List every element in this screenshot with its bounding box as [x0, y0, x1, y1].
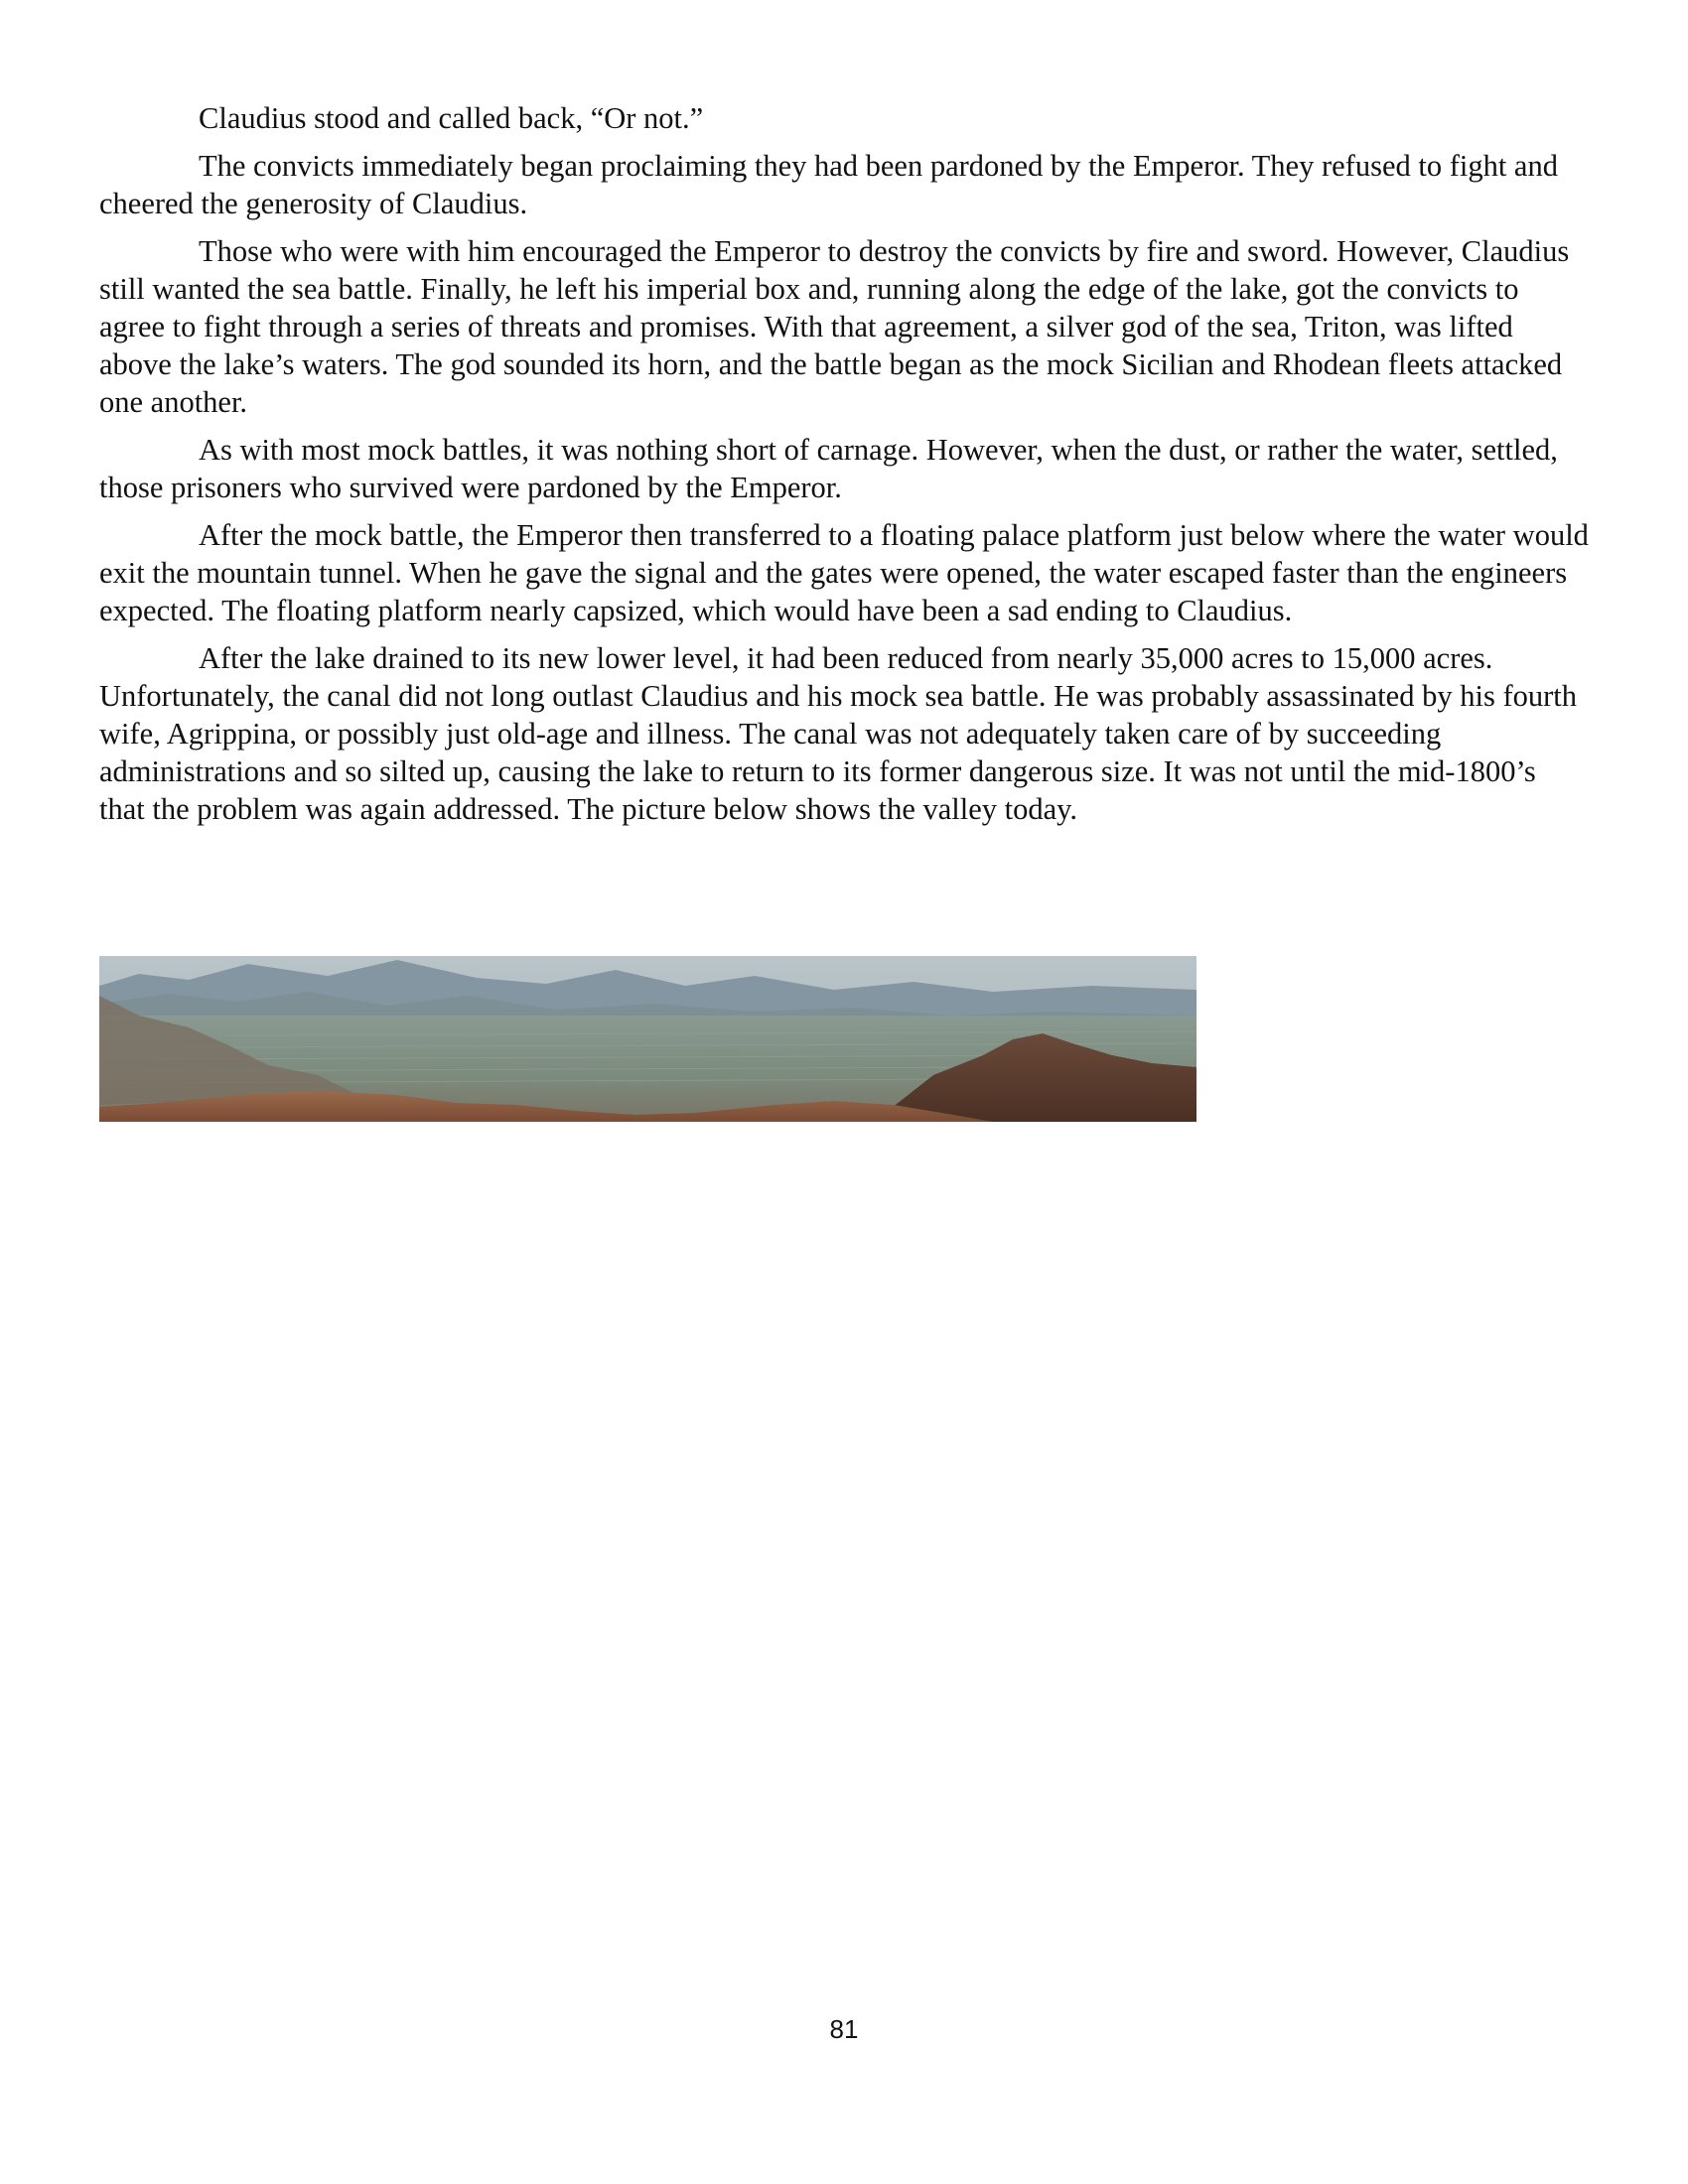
body-text: [99, 99, 1589, 838]
paragraph: After the mock battle, the Emperor then transferred to a floating palace platform just below where the water would exit the mountain tunnel. When he gave the signal and the gates were opened, the water escaped faster than the engineers expected. The floating platform nearly capsized, which would have been a sad ending to Claudius.: [99, 518, 1589, 627]
page-number: 81: [829, 2014, 859, 2044]
paragraph: Claudius stood and called back, “Or not.”: [199, 101, 704, 135]
paragraph: After the lake drained to its new lower level, it had been reduced from nearly 35,000 acres to 15,000 acres. Unfortunately, the canal did not long outlast Claudius and his mock sea battle. He was probably assassinated by his fourth wife, Agrippina, or possibly just old-age and illness. The canal was not adequately taken care of by succeeding administrations and so silted up, causing the lake to return to its former dangerous size. It was not until the mid-1800’s that the problem was again addressed. The picture below shows the valley today.: [99, 641, 1577, 826]
paragraph: The convicts immediately began proclaiming they had been pardoned by the Emperor. They refused to fight and cheered the generosity of Claudius.: [99, 149, 1558, 220]
paragraph: As with most mock battles, it was nothing short of carnage. However, when the dust, or rather the water, settled, those prisoners who survived were pardoned by the Emperor.: [99, 433, 1558, 504]
paragraph: Those who were with him encouraged the Emperor to destroy the convicts by fire and sword. However, Claudius still wanted the sea battle. Finally, he left his imperial box and, running along the edge of the lake, got the convicts to agree to fight through a series of threats and promises. With that agreement, a silver god of the sea, Triton, was lifted above the lake’s waters. The god sounded its horn, and the battle began as the mock Sicilian and Rhodean fleets attacked one another.: [99, 234, 1570, 419]
valley-landscape-photo: [99, 956, 1196, 1122]
